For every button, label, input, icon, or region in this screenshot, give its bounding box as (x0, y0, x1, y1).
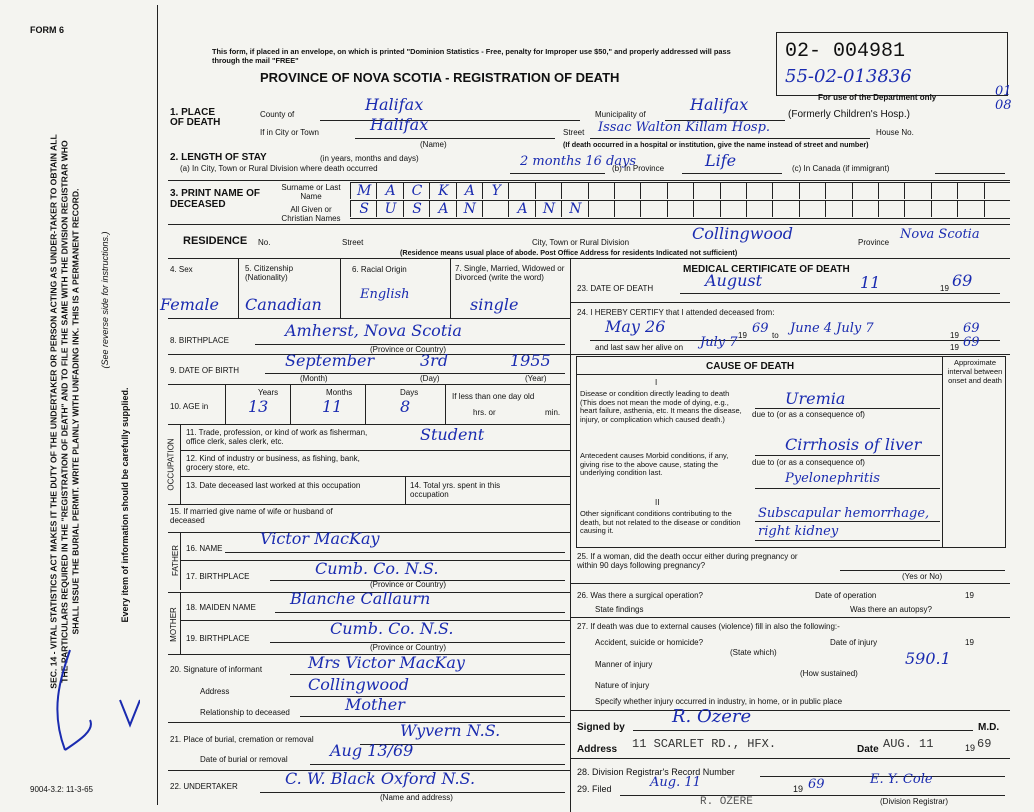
city-name-note: (Name) (420, 140, 447, 149)
surname-letter-cell (403, 183, 430, 199)
residence-note: (Residence means usual place of abode. Post Office Address for residents Indicated not sufficient) (400, 248, 738, 257)
roman-two: II (655, 498, 660, 507)
house-number-label: House No. (876, 128, 914, 137)
other-conditions-label: Other significant conditions contributing to the death, but not related to the disease or condition causing it. (580, 509, 741, 535)
how-sustained-note: (How sustained) (800, 669, 858, 678)
filed-value: Aug. 11 (650, 775, 701, 790)
less-than-day-label: If less than one day old (452, 392, 535, 401)
given-letter-cell (482, 201, 509, 217)
side-carefully-note: Every item of information should be carefully supplied. (120, 387, 130, 623)
municipality-value: Halifax (690, 95, 749, 114)
operation-year-prefix: 19 (965, 591, 974, 600)
burial-date-value: Aug 13/69 (330, 741, 414, 760)
surname-letter-cell (482, 183, 509, 199)
to-year-value: 69 (963, 321, 980, 336)
surname-letter-cell (878, 183, 905, 199)
age-months-label: Months (326, 388, 353, 397)
maiden-name-label: 18. MAIDEN NAME (186, 603, 256, 612)
sign-date-label: Date (857, 744, 879, 755)
municipality-label: Municipality of (595, 110, 646, 119)
birthplace-label: 8. BIRTHPLACE (170, 336, 229, 345)
margin-rule (157, 5, 158, 805)
corner-mark: 01 08 (995, 84, 1012, 113)
former-name-note: (Formerly Children's Hosp.) (788, 109, 910, 120)
surname-letter-cell (561, 183, 588, 199)
given-letter-cell (376, 201, 403, 217)
undertaker-value: C. W. Black Oxford N.S. (285, 769, 476, 788)
form-number: FORM 6 (30, 25, 65, 35)
sign-year-prefix: 19 (965, 743, 976, 753)
age-months-value: 11 (322, 397, 343, 416)
mother-birthplace-value: Cumb. Co. N.S. (330, 619, 454, 638)
relationship-label: Relationship to deceased (200, 708, 290, 717)
surname-letter: A (464, 183, 475, 199)
undertaker-note: (Name and address) (380, 793, 453, 802)
death-year-value: 69 (952, 271, 973, 290)
total-years-label: 14. Total yrs. spent in this occupation (410, 481, 501, 499)
surname-letter-cell (429, 183, 456, 199)
place-of-death-label: 1. PLACE OF DEATH (170, 107, 221, 128)
hospital-note: (If death occurred in a hospital or institution, give the name instead of street and number) (563, 140, 869, 149)
filed-year-prefix: 19 (793, 784, 804, 794)
last-year-prefix: 19 (950, 343, 959, 352)
cause-of-death-title: CAUSE OF DEATH (706, 361, 795, 372)
surgical-operation-label: 26. Was there a surgical operation? (577, 591, 703, 600)
surname-letter-cell (508, 183, 535, 199)
trade-label: 11. Trade, profession, or kind of work as fisherman, office clerk, sales clerk, etc. (186, 428, 368, 446)
birth-day-value: 3rd (420, 351, 449, 370)
surname-letter-cell (720, 183, 747, 199)
informant-address-value: Collingwood (308, 675, 409, 694)
given-letter-cell (614, 201, 641, 217)
min-label: min. (545, 408, 561, 417)
surname-letter: C (411, 183, 423, 199)
father-name-value: Victor MacKay (260, 529, 380, 548)
age-days-label: Days (400, 388, 419, 397)
residence-no-label: No. (258, 238, 271, 247)
street-label: Street (563, 128, 585, 137)
maiden-name-value: Blanche Callaurn (290, 589, 431, 608)
surname-letter-cell (640, 183, 667, 199)
county-value: Halifax (365, 95, 424, 114)
given-letter-cell (456, 201, 483, 217)
surname-letter-cell (904, 183, 931, 199)
registrar-signature: E. Y. Cole (870, 772, 933, 787)
given-letter-cell (667, 201, 694, 217)
medical-certificate-title: MEDICAL CERTIFICATE OF DEATH (683, 264, 850, 275)
citizenship-value: Canadian (245, 295, 322, 314)
age-years-value: 13 (248, 397, 269, 416)
given-letter-cell (957, 201, 984, 217)
surname-letter-cell (957, 183, 984, 199)
accident-label: Accident, suicide or homicide? (595, 638, 704, 647)
city-value: Halifax (370, 115, 429, 134)
date-of-death-label: 23. DATE OF DEATH (577, 284, 654, 293)
given-letter-cell (799, 201, 826, 217)
filed-year-value: 69 (808, 777, 825, 792)
given-letter-cell (746, 201, 773, 217)
residence-province-label: Province (858, 238, 890, 247)
injury-year-prefix: 19 (965, 638, 974, 647)
relationship-value: Mother (345, 695, 405, 714)
md-label: M.D. (978, 722, 1000, 733)
mother-birthplace-label: 19. BIRTHPLACE (186, 634, 250, 643)
side-instructions: SEC. 14 - VITAL STATISTICS ACT MAKES IT THE DUTY OF THE UNDERTAKER OR PERSON ACTING AS UNDER-TAKER TO OBTAIN ALL THE PARTICULARS REQUIRED IN THE "REGISTRATION OF DEATH" AND TO FILE THE SAME WITH THE DIVISION REGISTRAR WHO SHALL ISSUE THE BURIAL PERMIT. WRITE PLAINLY WITH UNFADING INK. THIS IS A PERMANENT RECORD. (48, 134, 81, 689)
given-letter-cell (640, 201, 667, 217)
surname-letter: A (385, 183, 396, 199)
print-code: 9004-3.2: 11-3-65 (30, 785, 94, 794)
injury-date-label: Date of injury (830, 638, 878, 647)
last-saw-value: July 7 (700, 335, 738, 350)
burial-place-value: Wyvern N.S. (400, 721, 501, 740)
stay-province-label: (b) In Province (612, 164, 665, 173)
certify-label: 24. I HEREBY CERTIFY that I attended deceased from: (577, 308, 775, 317)
mail-notice: This form, if placed in an envelope, on which is printed "Dominion Statistics - Free, penalty for Improper use $50," and properly addressed will pass through the mail "FREE" (212, 47, 731, 65)
length-of-stay-label: 2. LENGTH OF STAY (170, 152, 267, 163)
signed-by-label: Signed by (577, 722, 625, 733)
surname-letter-cell (376, 183, 403, 199)
given-letter-cell (561, 201, 588, 217)
given-names-label: All Given or Christian Names (281, 205, 341, 223)
surname-letter-cell (799, 183, 826, 199)
surname-letter-cell (984, 183, 1011, 199)
marital-label: 7. Single, Married, Widowed or Divorced (write the word) (455, 264, 565, 282)
citizenship-label: 5. Citizenship (Nationality) (245, 264, 294, 282)
given-letter-cell (720, 201, 747, 217)
registration-number-handwritten: 55-02-013836 (785, 66, 912, 87)
informant-address-label: Address (200, 687, 230, 696)
father-birthplace-label: 17. BIRTHPLACE (186, 572, 250, 581)
form-title: PROVINCE OF NOVA SCOTIA - REGISTRATION OF DEATH (260, 70, 620, 85)
surname-letter: K (438, 183, 449, 199)
address-label: Address (577, 744, 618, 755)
given-letter-cell (825, 201, 852, 217)
yes-no-note: (Yes or No) (902, 572, 943, 581)
given-letter-cell (588, 201, 615, 217)
given-letter-cell (403, 201, 430, 217)
registrar-note: (Division Registrar) (880, 797, 949, 806)
surname-letter-cell (746, 183, 773, 199)
surname-letter-cell (772, 183, 799, 199)
marital-value: single (470, 295, 519, 314)
given-letter: S (359, 201, 369, 217)
surname-letter-cell (931, 183, 958, 199)
birth-day-note: (Day) (420, 374, 440, 383)
residence-label: RESIDENCE (183, 235, 248, 247)
industry-label: 12. Kind of industry or business, as fishing, bank, grocery store, etc. (186, 454, 360, 472)
attended-from-value: May 26 (605, 317, 666, 336)
undertaker-label: 22. UNDERTAKER (170, 782, 238, 791)
department-use-note: For use of the Department only (818, 93, 937, 102)
stay-city-value: 2 months 16 days (520, 154, 637, 169)
last-worked-label: 13. Date deceased last worked at this occupation (186, 481, 361, 490)
cause-b-value: Cirrhosis of liver (785, 435, 922, 454)
date-of-birth-label: 9. DATE OF BIRTH (170, 366, 240, 375)
other-conditions-value: Subscapular hemorrhage, right kidney (758, 506, 930, 539)
burial-place-label: 21. Place of burial, cremation or removal (170, 735, 314, 744)
surname-letter-cell (825, 183, 852, 199)
given-letter-cell (852, 201, 879, 217)
findings-label: State findings (595, 605, 644, 614)
given-letter-cell (984, 201, 1011, 217)
roman-one: I (655, 378, 658, 387)
given-letter-cell (772, 201, 799, 217)
surname-letter: M (357, 183, 372, 199)
city-label: If in City or Town (260, 128, 319, 137)
sex-value: Female (160, 295, 219, 314)
birth-month-note: (Month) (300, 374, 328, 383)
external-causes-label: 27. If death was due to external causes (violence) fill in also the following:- (577, 622, 840, 631)
side-reverse-note: (See reverse side for instructions.) (100, 231, 110, 369)
filed-label: 29. Filed (577, 784, 612, 794)
informant-value: Mrs Victor MacKay (308, 653, 465, 672)
given-letter: A (438, 201, 449, 217)
given-letter-cell (350, 201, 377, 217)
given-letter-cell (878, 201, 905, 217)
last-saw-label: and last saw her alive on (595, 343, 684, 352)
trade-value: Student (420, 425, 485, 444)
burial-date-label: Date of burial or removal (200, 755, 288, 764)
sex-label: 4. Sex (170, 265, 193, 274)
residence-street-label: Street (342, 238, 364, 247)
given-letter: U (384, 201, 397, 217)
cause-a-value: Uremia (785, 389, 846, 408)
given-letter-cell (535, 201, 562, 217)
registration-number: 02- 004981 (785, 40, 906, 63)
racial-origin-value: English (360, 287, 410, 302)
given-letter: N (542, 201, 556, 217)
given-letter-cell (693, 201, 720, 217)
signed-by-value: R. Ozere (672, 706, 752, 727)
stay-canada-label: (c) In Canada (if immigrant) (792, 164, 890, 173)
injury-nature-label: Nature of injury (595, 681, 650, 690)
death-day-value: 11 (860, 273, 881, 292)
to-label: to (772, 331, 779, 340)
classification-code: 590.1 (905, 649, 951, 668)
birth-year-value: 1955 (510, 351, 551, 370)
father-name-label: 16. NAME (186, 544, 223, 553)
attended-to-value: June 4 July 7 (790, 321, 874, 336)
due-to-b-label: due to (or as a consequence of) (752, 458, 865, 467)
disease-label: Disease or condition directly leading to death (This does not mean the mode of dying, e.g., heart failure, asthenia, etc. It means the disease, injury, or complication which caused death.) (580, 389, 742, 424)
mother-birthplace-note: (Province or Country) (370, 643, 447, 652)
physician-stamp: R. OZERE (700, 796, 753, 808)
hrs-label: hrs. or (473, 408, 496, 417)
from-year-prefix: 19 (738, 331, 747, 340)
injury-place-label: Specify whether injury occurred in industry, in home, or in public place (595, 697, 843, 706)
given-letter-cell (904, 201, 931, 217)
print-name-label: 3. PRINT NAME OF DECEASED (170, 188, 261, 210)
last-year-value: 69 (963, 335, 980, 350)
residence-city-value: Collingwood (692, 224, 793, 243)
death-month-value: August (705, 271, 763, 290)
surname-letter-cell (852, 183, 879, 199)
record-number-label: 28. Division Registrar's Record Number (577, 767, 735, 777)
length-of-stay-desc: (in years, months and days) (320, 154, 419, 163)
death-year-prefix: 19 (940, 284, 949, 293)
pregnancy-question: 25. If a woman, did the death occur either during pregnancy or within 90 days following pregnancy? (577, 552, 798, 570)
surname-letter-cell (350, 183, 377, 199)
occupation-side-label: OCCUPATION (166, 438, 176, 491)
street-value: Issac Walton Killam Hosp. (598, 120, 771, 135)
age-days-value: 8 (400, 397, 411, 416)
from-year-value: 69 (752, 321, 769, 336)
to-year-prefix: 19 (950, 331, 959, 340)
residence-province-value: Nova Scotia (900, 227, 980, 242)
physician-address: 11 SCARLET RD., HFX. (632, 737, 777, 751)
stay-city-label: (a) In City, Town or Rural Division where death occurred (180, 164, 378, 173)
surname-letter: Y (491, 183, 501, 199)
interval-label: Approximate interval between onset and death (947, 358, 1003, 385)
residence-city-label: City, Town or Rural Division (532, 238, 630, 247)
racial-origin-label: 6. Racial Origin (352, 265, 407, 274)
state-which-note: (State which) (730, 648, 777, 657)
surname-letter-cell (535, 183, 562, 199)
given-letter: N (463, 201, 476, 217)
birth-year-note: (Year) (525, 374, 547, 383)
age-years-label: Years (258, 388, 279, 397)
mother-side-label: MOTHER (168, 607, 178, 642)
surname-letter-cell (614, 183, 641, 199)
given-letter-cell (508, 201, 535, 217)
antecedent-label: Antecedent causes Morbid conditions, if any, giving rise to the above cause, stating the underlying condition last. (580, 451, 729, 477)
father-birthplace-note: (Province or Country) (370, 580, 447, 589)
birthplace-value: Amherst, Nova Scotia (285, 321, 462, 340)
sign-date-value: AUG. 11 (883, 737, 934, 751)
given-letter-cell (931, 201, 958, 217)
surname-label: Surname or Last Name (281, 183, 341, 201)
birthplace-note: (Province or Country) (370, 345, 447, 354)
due-to-a-label: due to (or as a consequence of) (752, 410, 865, 419)
father-birthplace-value: Cumb. Co. N.S. (315, 559, 439, 578)
given-letter: S (412, 201, 422, 217)
surname-letter-cell (588, 183, 615, 199)
county-label: County of (260, 110, 295, 119)
given-letter-cell (429, 201, 456, 217)
stay-province-value: Life (705, 151, 737, 170)
autopsy-label: Was there an autopsy? (850, 605, 932, 614)
margin-signature-mark (40, 640, 140, 770)
birth-month-value: September (285, 351, 375, 370)
informant-label: 20. Signature of informant (170, 665, 263, 674)
given-letter: N (569, 201, 582, 217)
operation-date-label: Date of operation (815, 591, 877, 600)
sign-year-value: 69 (977, 737, 992, 751)
spouse-label: 15. If married give name of wife or husband of deceased (170, 507, 333, 525)
surname-letter-cell (456, 183, 483, 199)
given-letter: A (517, 201, 528, 217)
age-label: 10. AGE in (170, 402, 209, 411)
father-side-label: FATHER (170, 545, 180, 576)
cause-c-value: Pyelonephritis (785, 471, 880, 486)
surname-letter-cell (693, 183, 720, 199)
surname-letter-cell (667, 183, 694, 199)
injury-manner-label: Manner of injury (595, 660, 653, 669)
